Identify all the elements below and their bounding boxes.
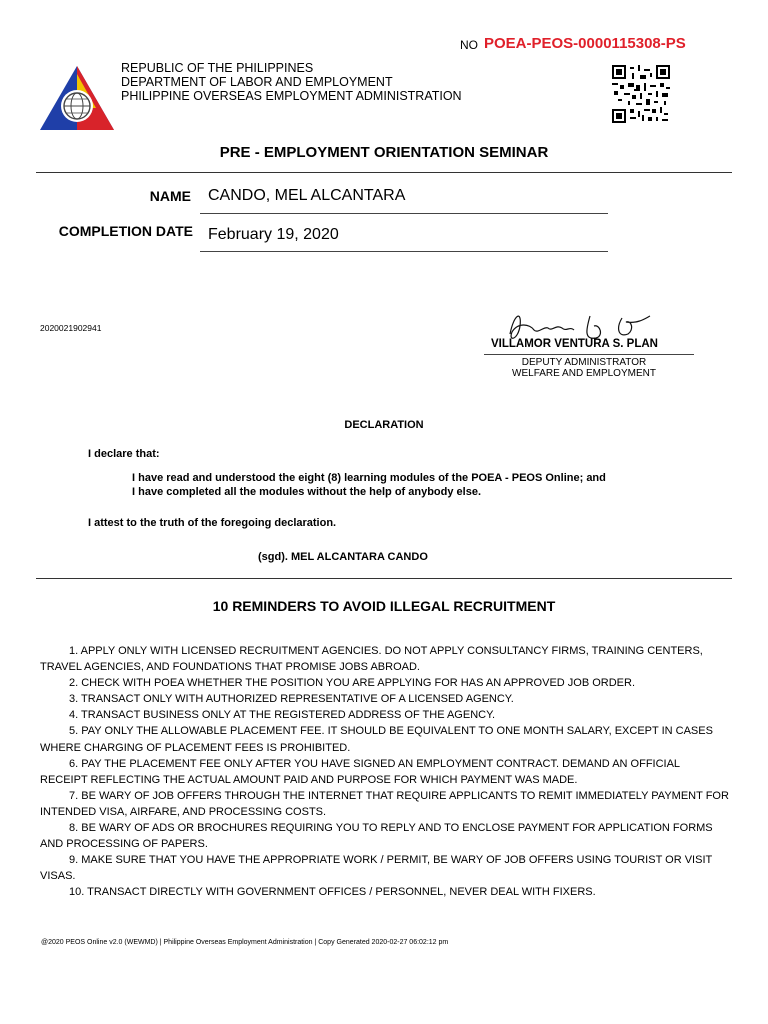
agency-line-republic: REPUBLIC OF THE PHILIPPINES	[121, 61, 314, 75]
reminders-title: 10 REMINDERS TO AVOID ILLEGAL RECRUITMENT	[212, 598, 556, 614]
reminder-item: 7. BE WARY OF JOB OFFERS THROUGH THE INTERNET THAT REQUIRE APPLICANTS TO REMIT IMMEDIATELY PAYMENT FOR INTENDED VISA, AIRFARE, AND PROCESSING COSTS.	[40, 789, 729, 818]
completion-date-underline	[200, 251, 608, 252]
reminder-item: 4. TRANSACT BUSINESS ONLY AT THE REGISTERED ADDRESS OF THE AGENCY.	[69, 709, 496, 722]
reminders-list	[40, 643, 730, 901]
poea-logo-icon	[38, 64, 116, 132]
reference-number: 2020021902941	[40, 323, 102, 333]
declaration-line-2: I have completed all the modules without the help of anybody else.	[132, 486, 482, 498]
name-value: CANDO, MEL ALCANTARA	[208, 187, 406, 204]
name-label: NAME	[149, 188, 191, 204]
reminder-item: 8. BE WARY OF ADS OR BROCHURES REQUIRING YOU TO REPLY AND TO ENCLOSE PAYMENT FOR APPLICATION FORMS AND PROCESSING OF PAPERS.	[40, 822, 713, 851]
signatory-office: WELFARE AND EMPLOYMENT	[512, 368, 656, 379]
section-divider	[36, 578, 732, 579]
reminder-item: 6. PAY THE PLACEMENT FEE ONLY AFTER YOU HAVE SIGNED AN EMPLOYMENT CONTRACT. DEMAND AN OFFICIAL RECEIPT REFLECTING THE ACTUAL AMOUNT PAID AND PURPOSE FOR WHICH PAYMENT WAS MADE.	[40, 757, 680, 786]
signatory-title: DEPUTY ADMINISTRATOR	[521, 357, 647, 368]
declaration-title: DECLARATION	[344, 419, 424, 431]
reminder-item: 3. TRANSACT ONLY WITH AUTHORIZED REPRESENTATIVE OF A LICENSED AGENCY.	[69, 693, 514, 706]
certificate-number-label: NO	[460, 38, 478, 52]
reminder-item: 10. TRANSACT DIRECTLY WITH GOVERNMENT OFFICES / PERSONNEL, NEVER DEAL WITH FIXERS.	[69, 886, 596, 899]
reminder-item: 9. MAKE SURE THAT YOU HAVE THE APPROPRIATE WORK / PERMIT, BE WARY OF JOB OFFERS USING TOURIST OR VISIT VISAS.	[40, 854, 713, 883]
completion-date-label: COMPLETION DATE	[58, 223, 193, 239]
declaration-line-1: I have read and understood the eight (8) learning modules of the POEA - PEOS Online; and	[132, 472, 606, 484]
declaration-intro: I declare that:	[88, 448, 160, 460]
name-underline	[200, 213, 608, 214]
declaration-signed: (sgd). MEL ALCANTARA CANDO	[258, 551, 428, 563]
reminder-item: 2. CHECK WITH POEA WHETHER THE POSITION YOU ARE APPLYING FOR HAS AN APPROVED JOB ORDER.	[69, 677, 636, 690]
footer-text: @2020 PEOS Online v2.0 (WEWMD) | Philippine Overseas Employment Administration | Copy Generated 2020-02-27 06:02:12 pm	[41, 939, 449, 946]
title-divider	[36, 172, 732, 173]
reminder-item: 1. APPLY ONLY WITH LICENSED RECRUITMENT AGENCIES. DO NOT APPLY CONSULTANCY FIRMS, TRAINING CENTERS, TRAVEL AGENCIES, AND FOUNDATIONS THAT PROMISE JOBS ABROAD.	[40, 645, 703, 674]
qr-code-icon	[612, 65, 670, 123]
document-title: PRE - EMPLOYMENT ORIENTATION SEMINAR	[219, 144, 549, 161]
declaration-attest: I attest to the truth of the foregoing declaration.	[88, 517, 337, 529]
signature-line	[484, 354, 694, 355]
completion-date-value: February 19, 2020	[208, 226, 339, 243]
certificate-number: POEA-PEOS-0000115308-PS	[484, 35, 686, 52]
agency-line-poea: PHILIPPINE OVERSEAS EMPLOYMENT ADMINISTRATION	[121, 89, 462, 103]
signatory-name: VILLAMOR VENTURA S. PLAN	[491, 338, 658, 350]
reminder-item: 5. PAY ONLY THE ALLOWABLE PLACEMENT FEE. IT SHOULD BE EQUIVALENT TO ONE MONTH SALARY, EXCEPT IN CASES WHERE CHARGING OF PLACEMENT FEES IS PROHIBITED.	[40, 725, 713, 754]
agency-line-dole: DEPARTMENT OF LABOR AND EMPLOYMENT	[121, 75, 393, 89]
